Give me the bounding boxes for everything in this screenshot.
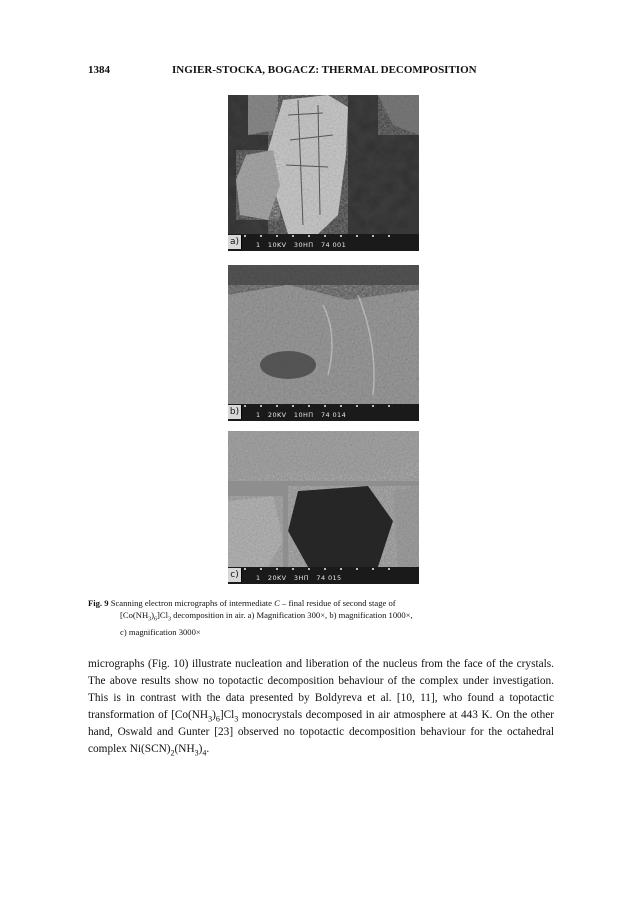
micrograph-a-readout: 1 10KV 30ΗΠ 74 001 bbox=[256, 241, 347, 249]
micrograph-b-image bbox=[228, 265, 419, 404]
body-text: ) bbox=[198, 742, 203, 755]
panel-label-a: a) bbox=[228, 235, 242, 249]
figure-caption bbox=[88, 597, 554, 638]
caption-text: ]Cl bbox=[157, 610, 169, 620]
micrograph-b bbox=[228, 265, 419, 421]
caption-text: decomposition in air. a) Magnification 300×, b) magnification 1000×, bbox=[171, 610, 413, 620]
subscript: 3 bbox=[208, 713, 213, 723]
subscript: 3 bbox=[194, 747, 199, 757]
body-text: ]Cl bbox=[219, 708, 235, 721]
micrograph-a-image bbox=[228, 95, 419, 234]
caption-text: ) bbox=[151, 610, 155, 620]
figure-label: Fig. 9 bbox=[88, 598, 109, 608]
panel-label-c: c) bbox=[228, 568, 242, 582]
micrograph-b-readout: 1 20KV 10ΗΠ 74 014 bbox=[256, 411, 347, 419]
subscript: 6 bbox=[215, 713, 220, 723]
micrograph-c-image bbox=[228, 431, 419, 567]
caption-text: [Co(NH bbox=[120, 610, 149, 620]
micrograph-b-scalebar bbox=[228, 404, 419, 421]
caption-continuation bbox=[88, 609, 554, 638]
micrograph-c-readout: 1 20KV 3ΗΠ 74 015 bbox=[256, 574, 342, 582]
body-text: micrographs (Fig. 10) illustrate nucleation and liberation of the nucleus from the face of the crystals. The above results show no topotactic decomposition behaviour of the complex under investigation. This is in contrast with the data presented by Boldyreva et al. [10, 11], who found a topotactic transformation of [Co(NH bbox=[88, 658, 554, 721]
micrograph-a-scalebar bbox=[228, 234, 419, 251]
running-header bbox=[88, 64, 568, 80]
caption-text: – final residue of second stage of bbox=[279, 598, 396, 608]
micrograph-c-scalebar bbox=[228, 567, 419, 584]
body-text: (NH bbox=[174, 742, 195, 755]
page-number: 1384 bbox=[88, 64, 110, 76]
subscript: 3 bbox=[234, 713, 239, 723]
micrograph-c bbox=[228, 431, 419, 584]
subscript: 2 bbox=[170, 747, 175, 757]
subscript: 4 bbox=[202, 747, 207, 757]
body-text: ) bbox=[212, 708, 216, 721]
caption-text: c) magnification 3000× bbox=[120, 626, 201, 637]
subscript: 3 bbox=[168, 616, 172, 623]
body-text: monocrystals decomposed in air atmosphere at 443 K. On the other hand, Oswald and Gunter [23] observed no topotactic decomposition behaviour for the octahedral complex Ni(SCN) bbox=[88, 708, 554, 755]
micrograph-a bbox=[228, 95, 419, 251]
caption-italic: C bbox=[274, 598, 280, 608]
running-title: INGIER-STOCKA, BOGACZ: THERMAL DECOMPOSITION bbox=[172, 64, 477, 76]
subscript: 3 bbox=[148, 616, 152, 623]
subscript: 6 bbox=[154, 616, 158, 623]
body-text: . bbox=[206, 742, 210, 755]
caption-text: Scanning electron micrographs of intermediate bbox=[110, 598, 275, 608]
panel-label-b: b) bbox=[228, 405, 242, 419]
body-paragraph bbox=[88, 656, 554, 757]
